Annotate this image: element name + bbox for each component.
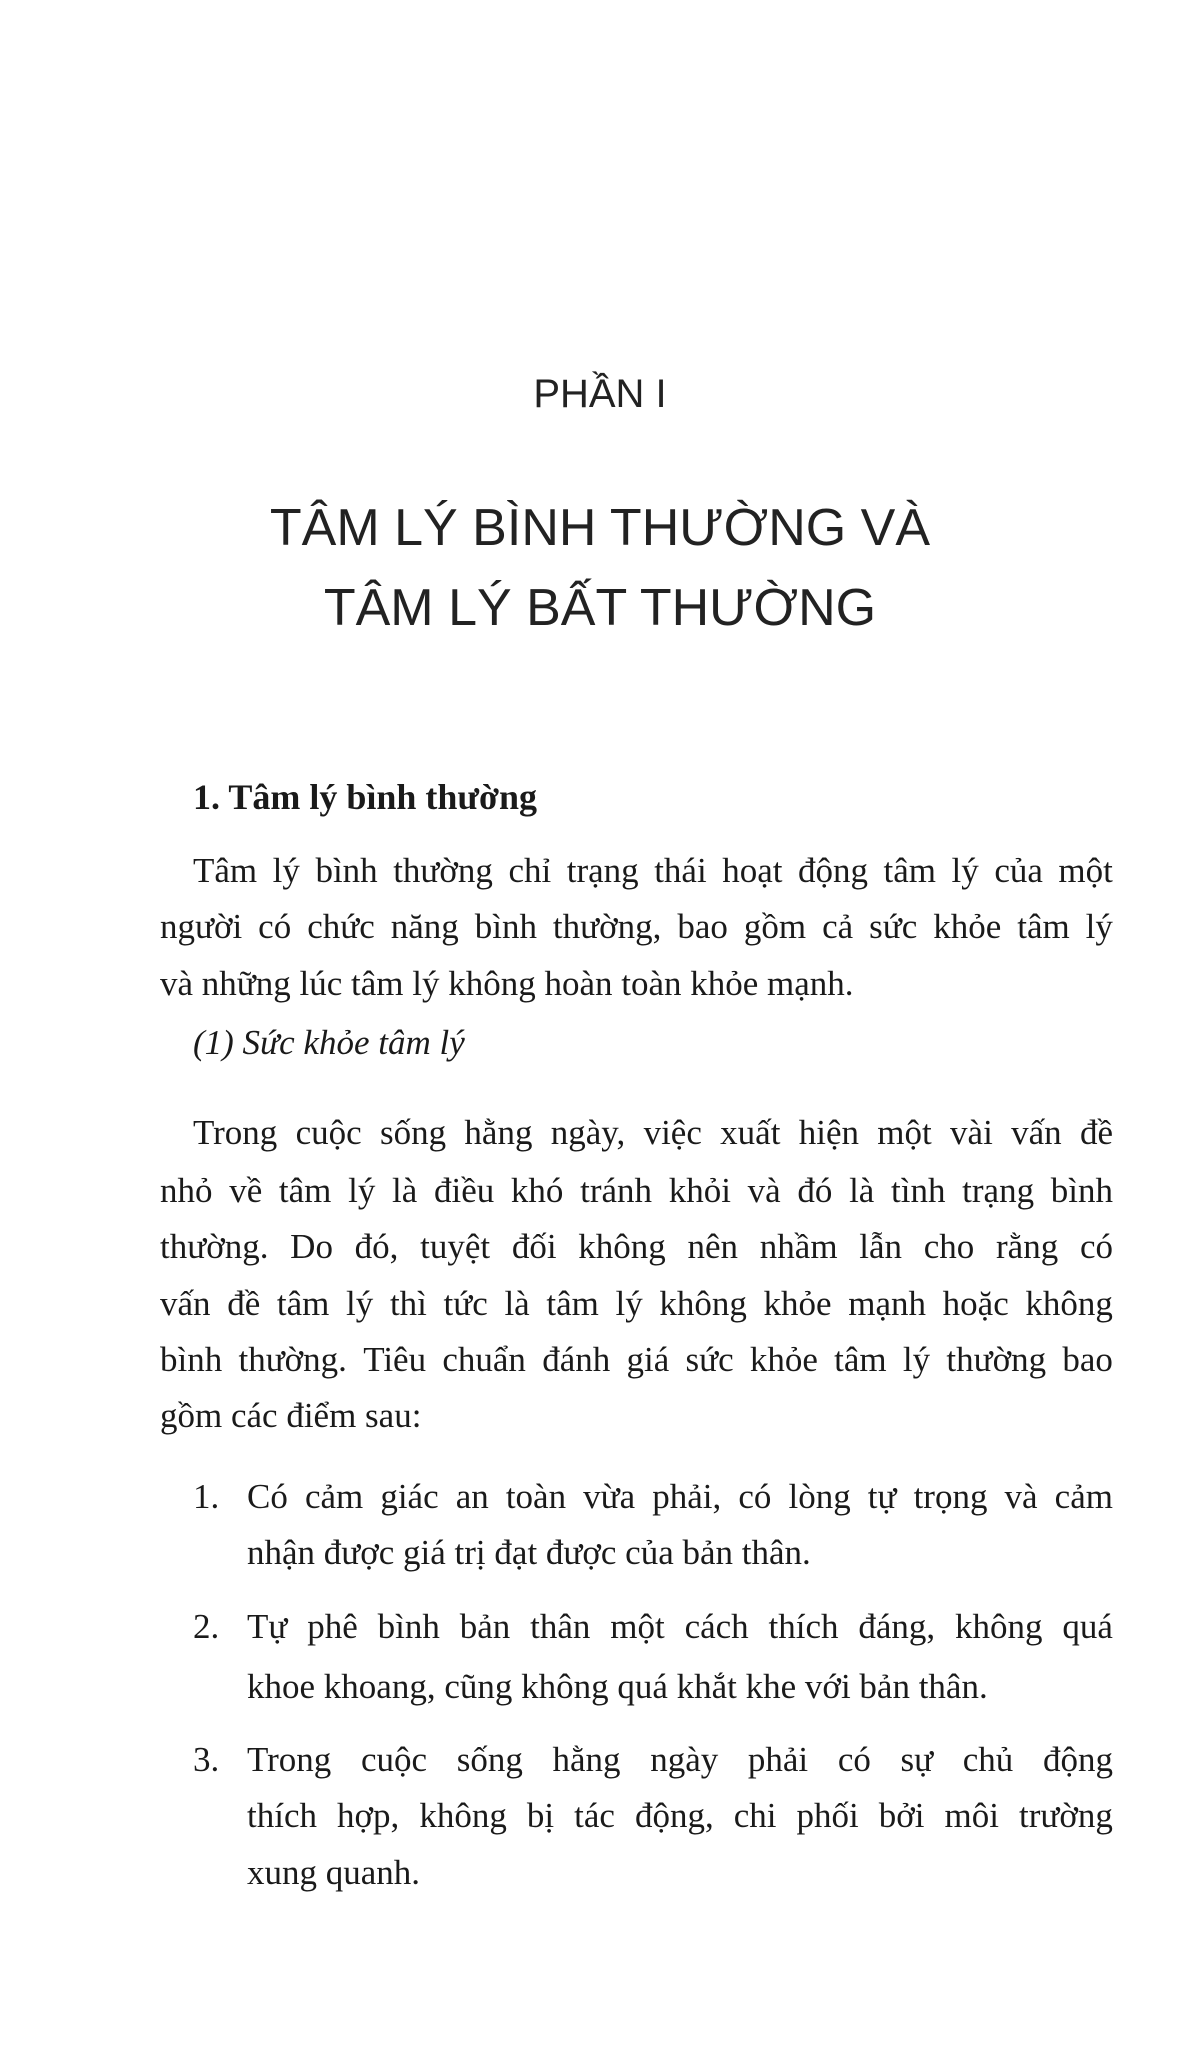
word: chi [733, 1796, 777, 1835]
word: năng [390, 907, 459, 946]
word: không [578, 1227, 666, 1266]
word: tuyệt [420, 1227, 491, 1266]
word: một [610, 1607, 665, 1646]
word: của [994, 851, 1043, 890]
word: đó [797, 1171, 833, 1210]
word: đề [1079, 1113, 1113, 1152]
word: chuẩn [442, 1340, 526, 1379]
word: cảm [304, 1477, 364, 1516]
word: phải, [652, 1477, 722, 1516]
word: chức [307, 907, 375, 946]
word: ngày [650, 1740, 719, 1779]
word: vài [950, 1113, 993, 1152]
word: sức [869, 907, 918, 946]
word: đề [227, 1284, 261, 1323]
word: nhỏ [160, 1171, 213, 1210]
word: tác [574, 1796, 615, 1835]
word: cuộc [295, 1113, 362, 1152]
word: một [877, 1113, 932, 1152]
word: không [955, 1607, 1043, 1646]
word: Tự [247, 1607, 288, 1646]
word: thường, [552, 907, 662, 946]
word: sống [379, 1113, 447, 1152]
list-item-line: xung quanh. [247, 1853, 421, 1892]
word: trường [1019, 1796, 1113, 1835]
word: tâm [1017, 907, 1070, 946]
word: toàn [505, 1477, 567, 1516]
word: an [455, 1477, 489, 1516]
word: tình [891, 1171, 946, 1210]
word: thái [654, 851, 707, 890]
word: đó, [354, 1227, 399, 1266]
list-item-line [247, 1732, 1113, 1788]
word: sự [900, 1740, 934, 1779]
list-number: 2. [193, 1607, 220, 1646]
word: Tâm [193, 851, 258, 890]
word: phải [747, 1740, 809, 1779]
word: tâm [834, 1340, 887, 1379]
word: một [1058, 851, 1113, 890]
word: là [849, 1171, 875, 1210]
word: vừa [583, 1477, 636, 1516]
text-line [193, 1105, 1113, 1161]
word: gồm [743, 907, 807, 946]
word: thường. [160, 1227, 269, 1266]
word: Trong [247, 1740, 332, 1779]
word: thường [946, 1340, 1047, 1379]
word: cả [822, 907, 854, 946]
chapter-title-line: TÂM LÝ BẤT THƯỜNG [323, 579, 877, 637]
word: lý [615, 1284, 643, 1323]
word: tâm [276, 1284, 330, 1323]
word: lý [1085, 907, 1113, 946]
word: bình [474, 907, 537, 946]
word: không [419, 1796, 507, 1835]
list-item-line: nhận được giá trị đạt được của bản thân. [247, 1533, 811, 1572]
word: Có [247, 1477, 288, 1516]
word: động [798, 851, 868, 890]
word: giác [380, 1477, 439, 1516]
word: mạnh [848, 1284, 927, 1323]
word: khỏe [749, 1340, 818, 1379]
word: Trong [193, 1113, 278, 1152]
word: điều [433, 1171, 495, 1210]
word: bình [160, 1340, 223, 1379]
word: rằng [996, 1227, 1059, 1266]
word: lý [346, 1284, 374, 1323]
word: khỏe [933, 907, 1002, 946]
word: đáng, [858, 1607, 936, 1646]
word: bản [459, 1607, 511, 1646]
word: phê [307, 1607, 358, 1646]
word: có [258, 907, 292, 946]
word: trạng [962, 1171, 1035, 1210]
word: khó [510, 1171, 564, 1210]
word: cảm [1054, 1477, 1113, 1516]
word: tâm [278, 1171, 332, 1210]
word: là [504, 1284, 530, 1323]
text-line [160, 1332, 1113, 1388]
text-line [160, 1219, 1113, 1275]
word: vấn [1011, 1113, 1062, 1152]
part-label: PHẦN I [533, 372, 667, 416]
word: có [738, 1477, 772, 1516]
list-number: 3. [193, 1740, 220, 1779]
word: sức [685, 1340, 734, 1379]
word: bình [1050, 1171, 1113, 1210]
word: môi [944, 1796, 999, 1835]
word: lý [272, 851, 300, 890]
subheading: (1) Sức khỏe tâm lý [193, 1023, 465, 1062]
word: hằng [464, 1113, 533, 1152]
word: bao [1062, 1340, 1113, 1379]
word: là [392, 1171, 418, 1210]
word: lý [902, 1340, 931, 1379]
word: trạng [566, 851, 639, 890]
word: việc [643, 1113, 702, 1152]
word: sống [456, 1740, 523, 1779]
word: nhầm [759, 1227, 838, 1266]
word: đối [511, 1227, 557, 1266]
word: hiện [798, 1113, 859, 1152]
text-line [160, 899, 1113, 955]
word: Tiêu [363, 1340, 427, 1379]
word: về [229, 1171, 263, 1210]
section-heading: 1. Tâm lý bình thường [193, 777, 537, 817]
word: thích [247, 1796, 317, 1835]
word: và [747, 1171, 781, 1210]
word: tự [867, 1477, 897, 1516]
word: lẫn [859, 1227, 903, 1266]
word: quá [1062, 1607, 1113, 1646]
word: khỏe [763, 1284, 832, 1323]
word: tâm [883, 851, 937, 890]
list-item-line [247, 1788, 1113, 1844]
word: khỏi [668, 1171, 731, 1210]
word: hợp, [337, 1796, 400, 1835]
word: cho [923, 1227, 975, 1266]
word: bởi [878, 1796, 925, 1835]
word: thích [768, 1607, 839, 1646]
list-item-line [247, 1599, 1113, 1655]
word: tâm [546, 1284, 599, 1323]
word: trọng [913, 1477, 988, 1516]
word: ngày, [550, 1113, 626, 1152]
word: thường. [238, 1340, 347, 1379]
word: lòng [788, 1477, 851, 1516]
word: có [1079, 1227, 1113, 1266]
word: động, [634, 1796, 714, 1835]
word: không [659, 1284, 747, 1323]
word: hoạt [722, 851, 783, 890]
word: bao [677, 907, 728, 946]
word: tránh [580, 1171, 653, 1210]
word: Do [290, 1227, 333, 1266]
word: phối [796, 1796, 859, 1835]
word: tức [443, 1284, 488, 1323]
word: vấn [160, 1284, 211, 1323]
word: hoặc [942, 1284, 1009, 1323]
word: giá [626, 1340, 670, 1379]
word: cách [684, 1607, 749, 1646]
word: lý [951, 851, 979, 890]
word: không [1025, 1284, 1113, 1323]
word: có [837, 1740, 871, 1779]
text-line: và những lúc tâm lý không hoàn toàn khỏe mạnh. [160, 964, 854, 1003]
word: xuất [720, 1113, 781, 1152]
word: cuộc [360, 1740, 428, 1779]
word: bình [315, 851, 378, 890]
word: và [1004, 1477, 1038, 1516]
text-line [160, 1276, 1113, 1332]
word: người [160, 907, 243, 946]
list-item-line: khoe khoang, cũng không quá khắt khe với bản thân. [247, 1667, 988, 1706]
word: đánh [542, 1340, 611, 1379]
word: nên [687, 1227, 739, 1266]
list-number: 1. [193, 1477, 220, 1516]
word: hằng [552, 1740, 621, 1779]
word: bình [377, 1607, 440, 1646]
word: chủ [962, 1740, 1014, 1779]
word: động [1042, 1740, 1113, 1779]
word: lý [348, 1171, 376, 1210]
chapter-title-line: TÂM LÝ BÌNH THƯỜNG VÀ [269, 499, 931, 557]
text-line [160, 1163, 1113, 1219]
word: thân [530, 1607, 591, 1646]
word: thường [393, 851, 493, 890]
text-line [193, 843, 1113, 899]
list-item-line [247, 1469, 1113, 1525]
word: chỉ [508, 851, 552, 890]
text-line: gồm các điểm sau: [160, 1396, 422, 1435]
word: thì [389, 1284, 427, 1323]
word: bị [526, 1796, 555, 1835]
